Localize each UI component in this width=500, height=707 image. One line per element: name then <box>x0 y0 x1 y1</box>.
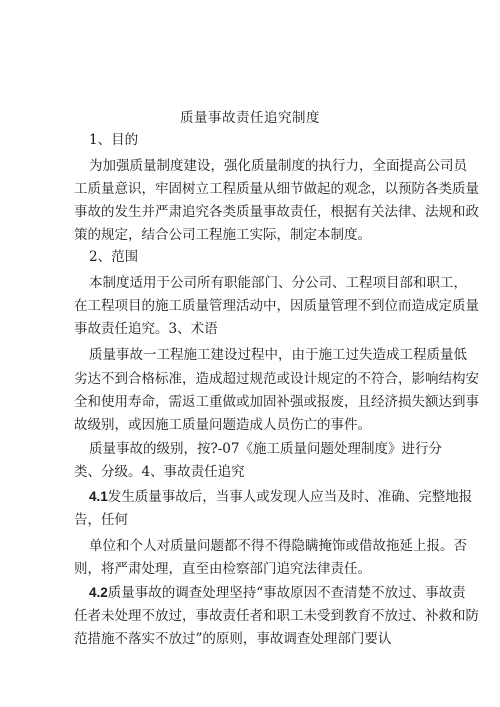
section-1-line-4: 策的规定，结合公司工程施工实际，制定本制度。 <box>74 227 371 243</box>
section-3-line-6: 类、分级。4、事故责任追究 <box>74 464 245 480</box>
section-2-line-1: 本制度适用于公司所有职能部门、分公司、工程项目部和职工， <box>89 275 467 291</box>
section-4-2-line-3: 范措施不落实不放过”的原则，事故调查处理部门要认 <box>74 631 392 647</box>
section-3-line-3: 全和使用寿命，需返工重做或加固补强或报废，且经济损失额达到事 <box>74 394 479 410</box>
section-4-1-line-1 <box>89 488 472 506</box>
section-4-1-line-3: 单位和个人对质量问题都不得不得隐瞒掩饰或借故拖延上报。否 <box>89 538 467 554</box>
section-3-line-2: 劣达不到合格标准，造成超过规范或设计规定的不符合，影响结构安 <box>74 371 479 387</box>
section-4-2-text: 质量事故的调查处理坚持“事故原因不查清楚不放过、事故责 <box>107 585 466 601</box>
section-4-2-line-1 <box>89 584 466 602</box>
section-4-2-number: 4.2 <box>89 585 108 600</box>
section-2-heading: 2、范围 <box>89 249 139 265</box>
section-3-line-5: 质量事故的级别，按?-07《施工质量问题处理制度》进行分 <box>89 441 442 457</box>
section-2-line-3: 事故责任追究。3、术语 <box>74 321 218 337</box>
section-4-1-text: 发生质量事故后，当事人或发现人应当及时、准确、完整地报 <box>107 489 473 505</box>
section-3-line-4: 故级别，或因施工质量问题造成人员伤亡的事件。 <box>74 417 371 433</box>
section-1-line-2: 工质量意识，牢固树立工程质量从细节做起的观念，以预防各类质量 <box>74 181 479 197</box>
section-3-line-1: 质量事故一工程施工建设过程中，由于施工过失造成工程质量低 <box>89 347 467 363</box>
section-4-1-line-2: 告，任何 <box>74 512 128 528</box>
document-title: 质量事故责任追究制度 <box>180 110 320 126</box>
section-4-2-line-2: 任者未处理不放过，事故责任者和职工未受到教育不放过、补救和防 <box>74 608 479 624</box>
section-1-line-1: 为加强质量制度建设，强化质量制度的执行力，全面提高公司员 <box>89 158 467 174</box>
section-4-1-number: 4.1 <box>89 489 108 504</box>
section-4-1-line-4: 则，将严肃处理，直至由检察部门追究法律责任。 <box>74 561 371 577</box>
section-1-line-3: 事故的发生并严肃追究各类质量事故责任，根据有关法律、法规和政 <box>74 204 479 220</box>
section-2-line-2: 在工程项目的施工质量管理活动中，因质量管理不到位而造成定质量 <box>74 298 479 314</box>
section-1-heading: 1、目的 <box>89 132 139 148</box>
